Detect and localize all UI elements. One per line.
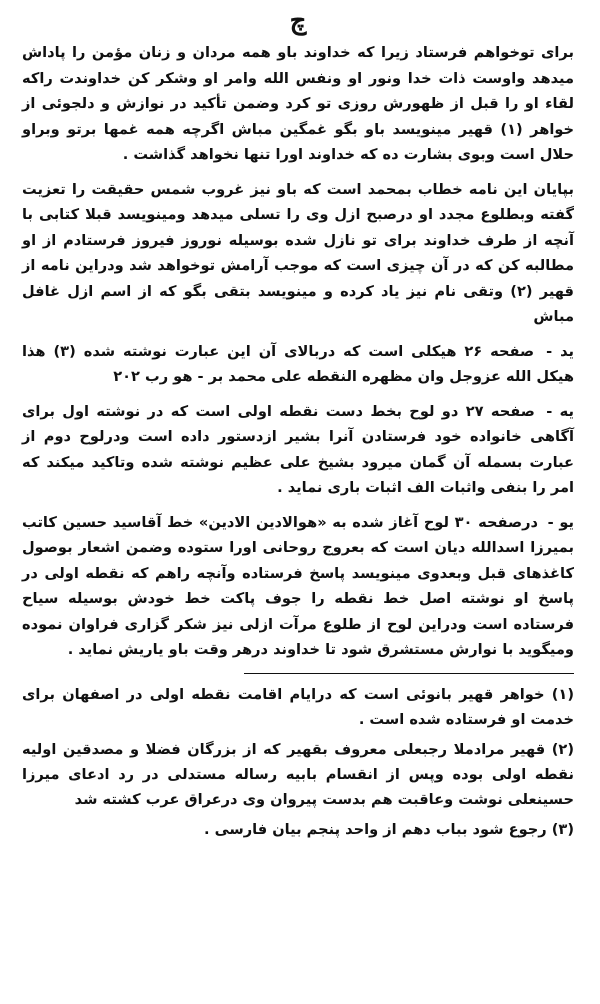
footnotes — [22, 682, 574, 842]
paragraph-text: صفحه ۲۶ هیکلی است که دربالای آن این عبارت نوشته شده (۳) هذا هیکل الله عزوجل وان مظهره النقطه علی محمد بر - هو رب ۲۰۲ — [22, 342, 574, 385]
page-number: چ — [289, 6, 307, 36]
paragraph-text: برای توخواهم فرستاد زیرا که خداوند باو همه مردان و زنان مؤمن را پاداش میدهد واوست ذات خدا ونور او ونفس الله وامر او وشکر کن خداوندت راکه لقاء او را قبل از ظهورش روزی تو کرد وضمن تأکید در نوازش و دلجوئی از خواهر (۱) قهیر مینویسد باو بگو غمگین مباش اگرچه همه غمها برتو وبراو حلال است وبوی بشارت ده که خداوند اورا تنها نخواهد گذاشت . — [22, 44, 574, 163]
paragraph — [22, 399, 574, 501]
section-marker: یو - — [547, 513, 574, 531]
paragraph — [22, 177, 574, 330]
paragraph-text: بپایان این نامه خطاب بمحمد است که باو نیز غروب شمس حقیقت را تعزیت گفته وبطلوع مجدد او درصبح ازل وی را تسلی میدهد ومینویسد قبلا کتابی با آنچه از طرف خداوند برای تو نازل شده بوسیله نوروز فیروز فرستادم از او مطالبه کن که در آن چیزی است که موجب آرامش توخواهد شد ودراین نامه از قهیر (۲) وتقی نام نیز یاد کرده و مینویسد بتقی بگو که از اسم ازل غافل مباش — [22, 180, 574, 325]
footnote: (۲) قهیر مرادملا رجبعلی معروف بقهیر که از بزرگان فضلا و مصدقین اولیه نقطه اولی بوده وپس از انقسام بابیه رساله مستدلی در رد ادعای میرزا حسینعلی نوشت وعاقبت هم بدست پیروان وی درعراق عرب کشته شد — [22, 740, 574, 808]
paragraph-text: صفحه ۲۷ دو لوح بخط دست نقطه اولی است که در نوشته اول برای آگاهی خانواده خود فرستادن آنرا بشیر ازدستور داده است ودرلوح دوم از عبارت بسمله آن گمان میرود بشیخ علی عظیم نوشته شده وتاکید میکند که امر را بنفی واثبات الف اثبات باری نماید . — [22, 402, 574, 496]
footnote: (۱) خواهر قهیر بانوئی است که درایام اقامت نقطه اولی در اصفهان برای خدمت او فرستاده شده است . — [22, 685, 574, 728]
section-marker: یه - — [546, 402, 574, 420]
paragraph — [22, 40, 574, 168]
section-marker: ید - — [546, 342, 574, 360]
paragraph-text: درصفحه ۳۰ لوح آغاز شده به «هوالادین الادین» خط آقاسید حسین کاتب بمیرزا اسدالله دیان است که بعروج روحانی اورا ستوده وضمن اشعار بوصول کاغذهای قبل وبعدوی مینویسد پاسخ فرستاده وآنچه راهم که نقطه اولی در پاسخ او نوشته اصل خط نقطه را جوف پاکت خط خودش بوسیله سیاح فرستاده است ودراین لوح از طلوع مرآت ازلی نیز شکر گزاری فراوان نموده ومیگوید با نوارش مستشرق شود تا خداوند درهر وقت باو یاریش نماید . — [22, 513, 574, 658]
paragraph — [22, 339, 574, 390]
paragraph — [22, 510, 574, 663]
footnote-divider — [244, 673, 574, 674]
footnote: (۳) رجوع شود بباب دهم از واحد پنجم بیان فارسی . — [203, 820, 574, 838]
body-text — [22, 40, 574, 663]
